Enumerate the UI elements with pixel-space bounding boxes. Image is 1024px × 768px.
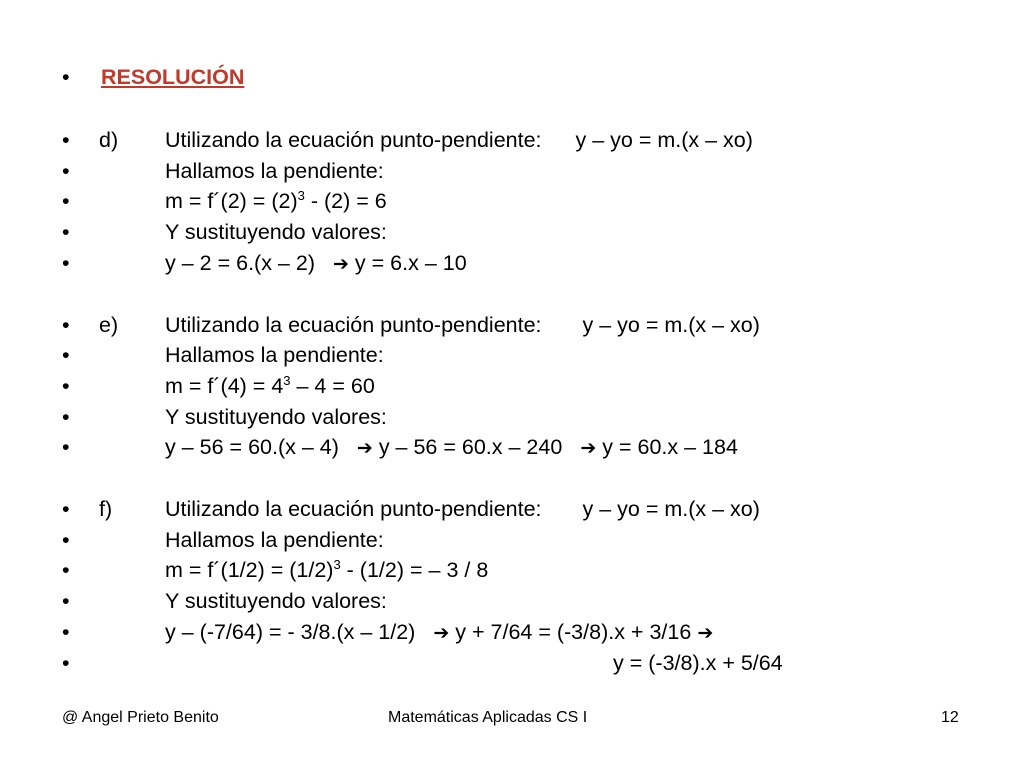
d-intro-text: Utilizando la ecuación punto-pendiente: <box>165 128 542 152</box>
right-arrow-icon: ➔ <box>697 622 714 644</box>
d-eq-2: y = 6.x – 10 <box>354 251 467 275</box>
e-equation <box>165 432 738 463</box>
e-slope-a: m = f´(4) = 4 <box>165 374 284 398</box>
footer-author: @ Angel Prieto Benito <box>62 709 219 726</box>
d-slope-exp: 3 <box>297 187 305 203</box>
page-title: RESOLUCIÓN <box>101 65 245 89</box>
e-subst-text: Y sustituyendo valores: <box>165 405 387 429</box>
e-slope-calc <box>165 371 375 401</box>
f-eq-2: y + 7/64 = (-3/8).x + 3/16 <box>455 620 692 644</box>
d-subst-text: Y sustituyendo valores: <box>165 220 387 244</box>
bullet: • <box>62 528 70 552</box>
bullet: • <box>62 589 70 613</box>
footer-page-number: 12 <box>941 709 959 726</box>
f-slope-b: - (1/2) = – 3 / 8 <box>340 558 489 582</box>
d-eq-1: y – 2 = 6.(x – 2) <box>165 251 315 275</box>
d-slope-a: m = f´(2) = (2) <box>165 189 298 213</box>
f-intro-text: Utilizando la ecuación punto-pendiente: <box>165 497 542 521</box>
e-intro-body <box>165 310 760 340</box>
d-intro-body <box>165 125 753 155</box>
f-eq-3: y = (-3/8).x + 5/64 <box>613 651 783 675</box>
bullet: • <box>62 313 70 337</box>
right-arrow-icon: ➔ <box>332 253 349 275</box>
f-slope-a: m = f´(1/2) = (1/2) <box>165 558 334 582</box>
bullet: • <box>62 65 70 89</box>
d-slope-text: Hallamos la pendiente: <box>165 159 384 183</box>
bullet: • <box>62 435 70 459</box>
d-slope-calc <box>165 186 387 216</box>
item-label-e: e) <box>99 313 119 337</box>
bullet: • <box>62 497 70 521</box>
bullet: • <box>62 251 70 275</box>
f-formula: y – yo = m.(x – xo) <box>582 497 760 521</box>
e-formula: y – yo = m.(x – xo) <box>582 313 760 337</box>
right-arrow-icon: ➔ <box>580 437 597 459</box>
f-intro-body <box>165 494 760 524</box>
right-arrow-icon: ➔ <box>433 622 450 644</box>
e-slope-text: Hallamos la pendiente: <box>165 343 384 367</box>
bullet: • <box>62 189 70 213</box>
f-slope-calc <box>165 555 488 585</box>
e-eq-3: y = 60.x – 184 <box>602 435 738 459</box>
f-slope-text: Hallamos la pendiente: <box>165 528 384 552</box>
bullet: • <box>62 620 70 644</box>
e-intro-text: Utilizando la ecuación punto-pendiente: <box>165 313 542 337</box>
right-arrow-icon: ➔ <box>356 437 373 459</box>
bullet: • <box>62 128 70 152</box>
bullet: • <box>62 220 70 244</box>
d-formula: y – yo = m.(x – xo) <box>575 128 753 152</box>
footer-course: Matemáticas Aplicadas CS I <box>388 709 588 726</box>
e-slope-b: – 4 = 60 <box>290 374 375 398</box>
e-slope-exp: 3 <box>283 372 291 388</box>
f-eq-1: y – (-7/64) = - 3/8.(x – 1/2) <box>165 620 416 644</box>
f-equation <box>165 617 719 648</box>
bullet: • <box>62 651 70 675</box>
bullet: • <box>62 343 70 367</box>
bullet: • <box>62 374 70 398</box>
bullet: • <box>62 558 70 582</box>
bullet: • <box>62 159 70 183</box>
item-label-f: f) <box>99 497 113 521</box>
e-eq-1: y – 56 = 60.(x – 4) <box>165 435 339 459</box>
d-slope-b: - (2) = 6 <box>304 189 387 213</box>
item-label-d: d) <box>99 128 119 152</box>
f-subst-text: Y sustituyendo valores: <box>165 589 387 613</box>
bullet: • <box>62 405 70 429</box>
e-eq-2: y – 56 = 60.x – 240 <box>378 435 563 459</box>
d-equation <box>165 248 467 279</box>
f-slope-exp: 3 <box>333 556 341 572</box>
